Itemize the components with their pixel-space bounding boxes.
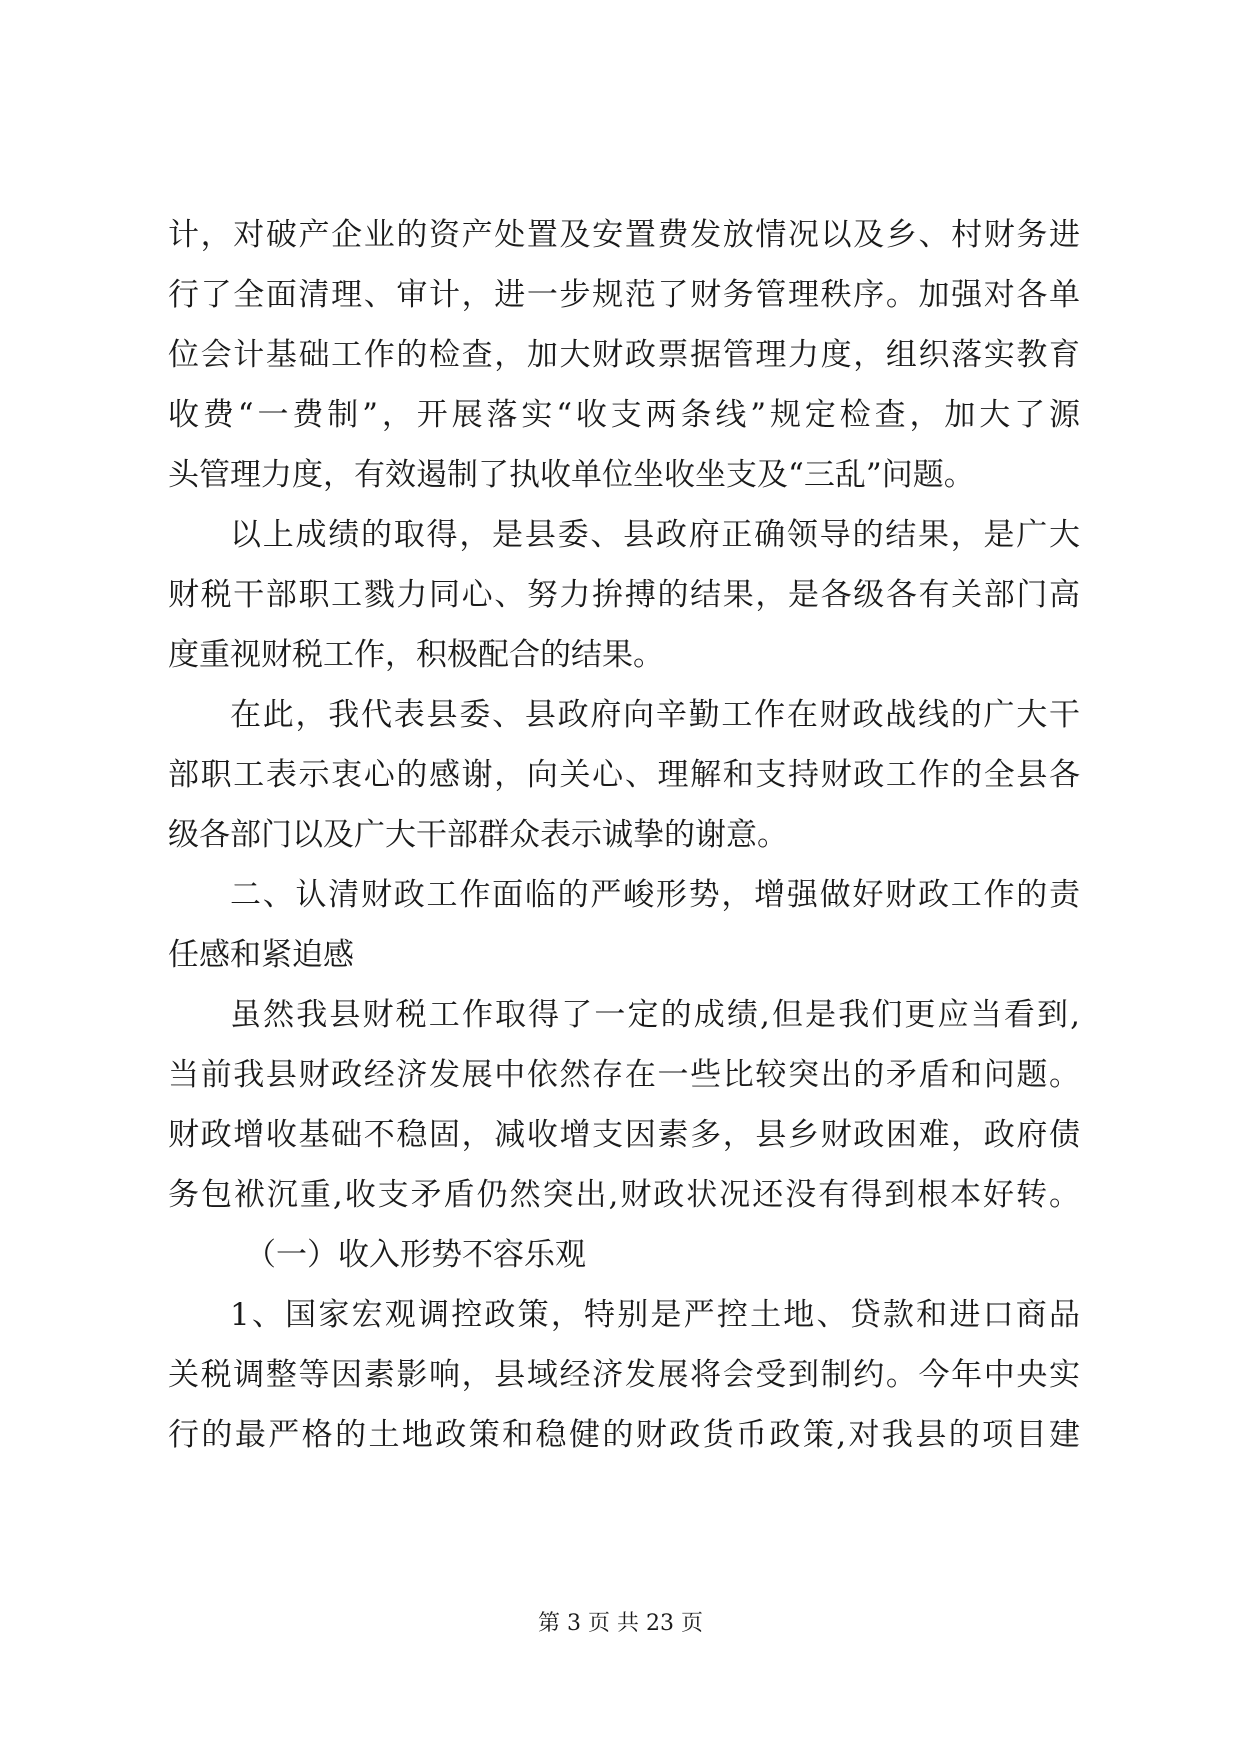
section-heading-line: 二、认清财政工作面临的严峻形势，增强做好财政工作的责 (230, 877, 1080, 913)
text-line: 关税调整等因素影响，县域经济发展将会受到制约。今年中央实 (168, 1357, 1080, 1393)
page-number-footer: 第 3 页 共 23 页 (538, 1611, 703, 1636)
text-line: 行了全面清理、审计，进一步规范了财务管理秩序。加强对各单 (168, 277, 1080, 313)
paragraph-start-line: 在此，我代表县委、县政府向辛勤工作在财政战线的广大干 (230, 697, 1080, 733)
text-line: 部职工表示衷心的感谢，向关心、理解和支持财政工作的全县各 (168, 757, 1080, 793)
text-line: 行的最严格的土地政策和稳健的财政货币政策,对我县的项目建 (168, 1417, 1080, 1453)
text-line: 财政增收基础不稳固，减收增支因素多，县乡财政困难，政府债 (168, 1117, 1080, 1153)
text-line: 财税干部职工戮力同心、努力拚搏的结果，是各级各有关部门高 (168, 577, 1080, 613)
subsection-heading: （一）收入形势不容乐观 (245, 1237, 586, 1273)
text-line: 度重视财税工作，积极配合的结果。 (168, 637, 664, 673)
section-heading-line: 任感和紧迫感 (168, 937, 354, 973)
text-line: 位会计基础工作的检查，加大财政票据管理力度，组织落实教育 (168, 337, 1080, 373)
text-line: 级各部门以及广大干部群众表示诚挚的谢意。 (168, 817, 788, 853)
text-line: 务包袱沉重,收支矛盾仍然突出,财政状况还没有得到根本好转。 (168, 1177, 1080, 1213)
text-line: 头管理力度，有效遏制了执收单位坐收坐支及“三乱”问题。 (168, 457, 975, 493)
text-line: 收费“一费制”，开展落实“收支两条线”规定检查，加大了源 (168, 397, 1080, 433)
text-line: 当前我县财政经济发展中依然存在一些比较突出的矛盾和问题。 (168, 1057, 1080, 1093)
paragraph-start-line: 以上成绩的取得，是县委、县政府正确领导的结果，是广大 (230, 517, 1080, 553)
paragraph-start-line: 1、国家宏观调控政策，特别是严控土地、贷款和进口商品 (230, 1297, 1080, 1333)
paragraph-start-line: 虽然我县财税工作取得了一定的成绩,但是我们更应当看到, (230, 997, 1080, 1033)
text-line: 计，对破产企业的资产处置及安置费发放情况以及乡、村财务进 (168, 217, 1080, 253)
